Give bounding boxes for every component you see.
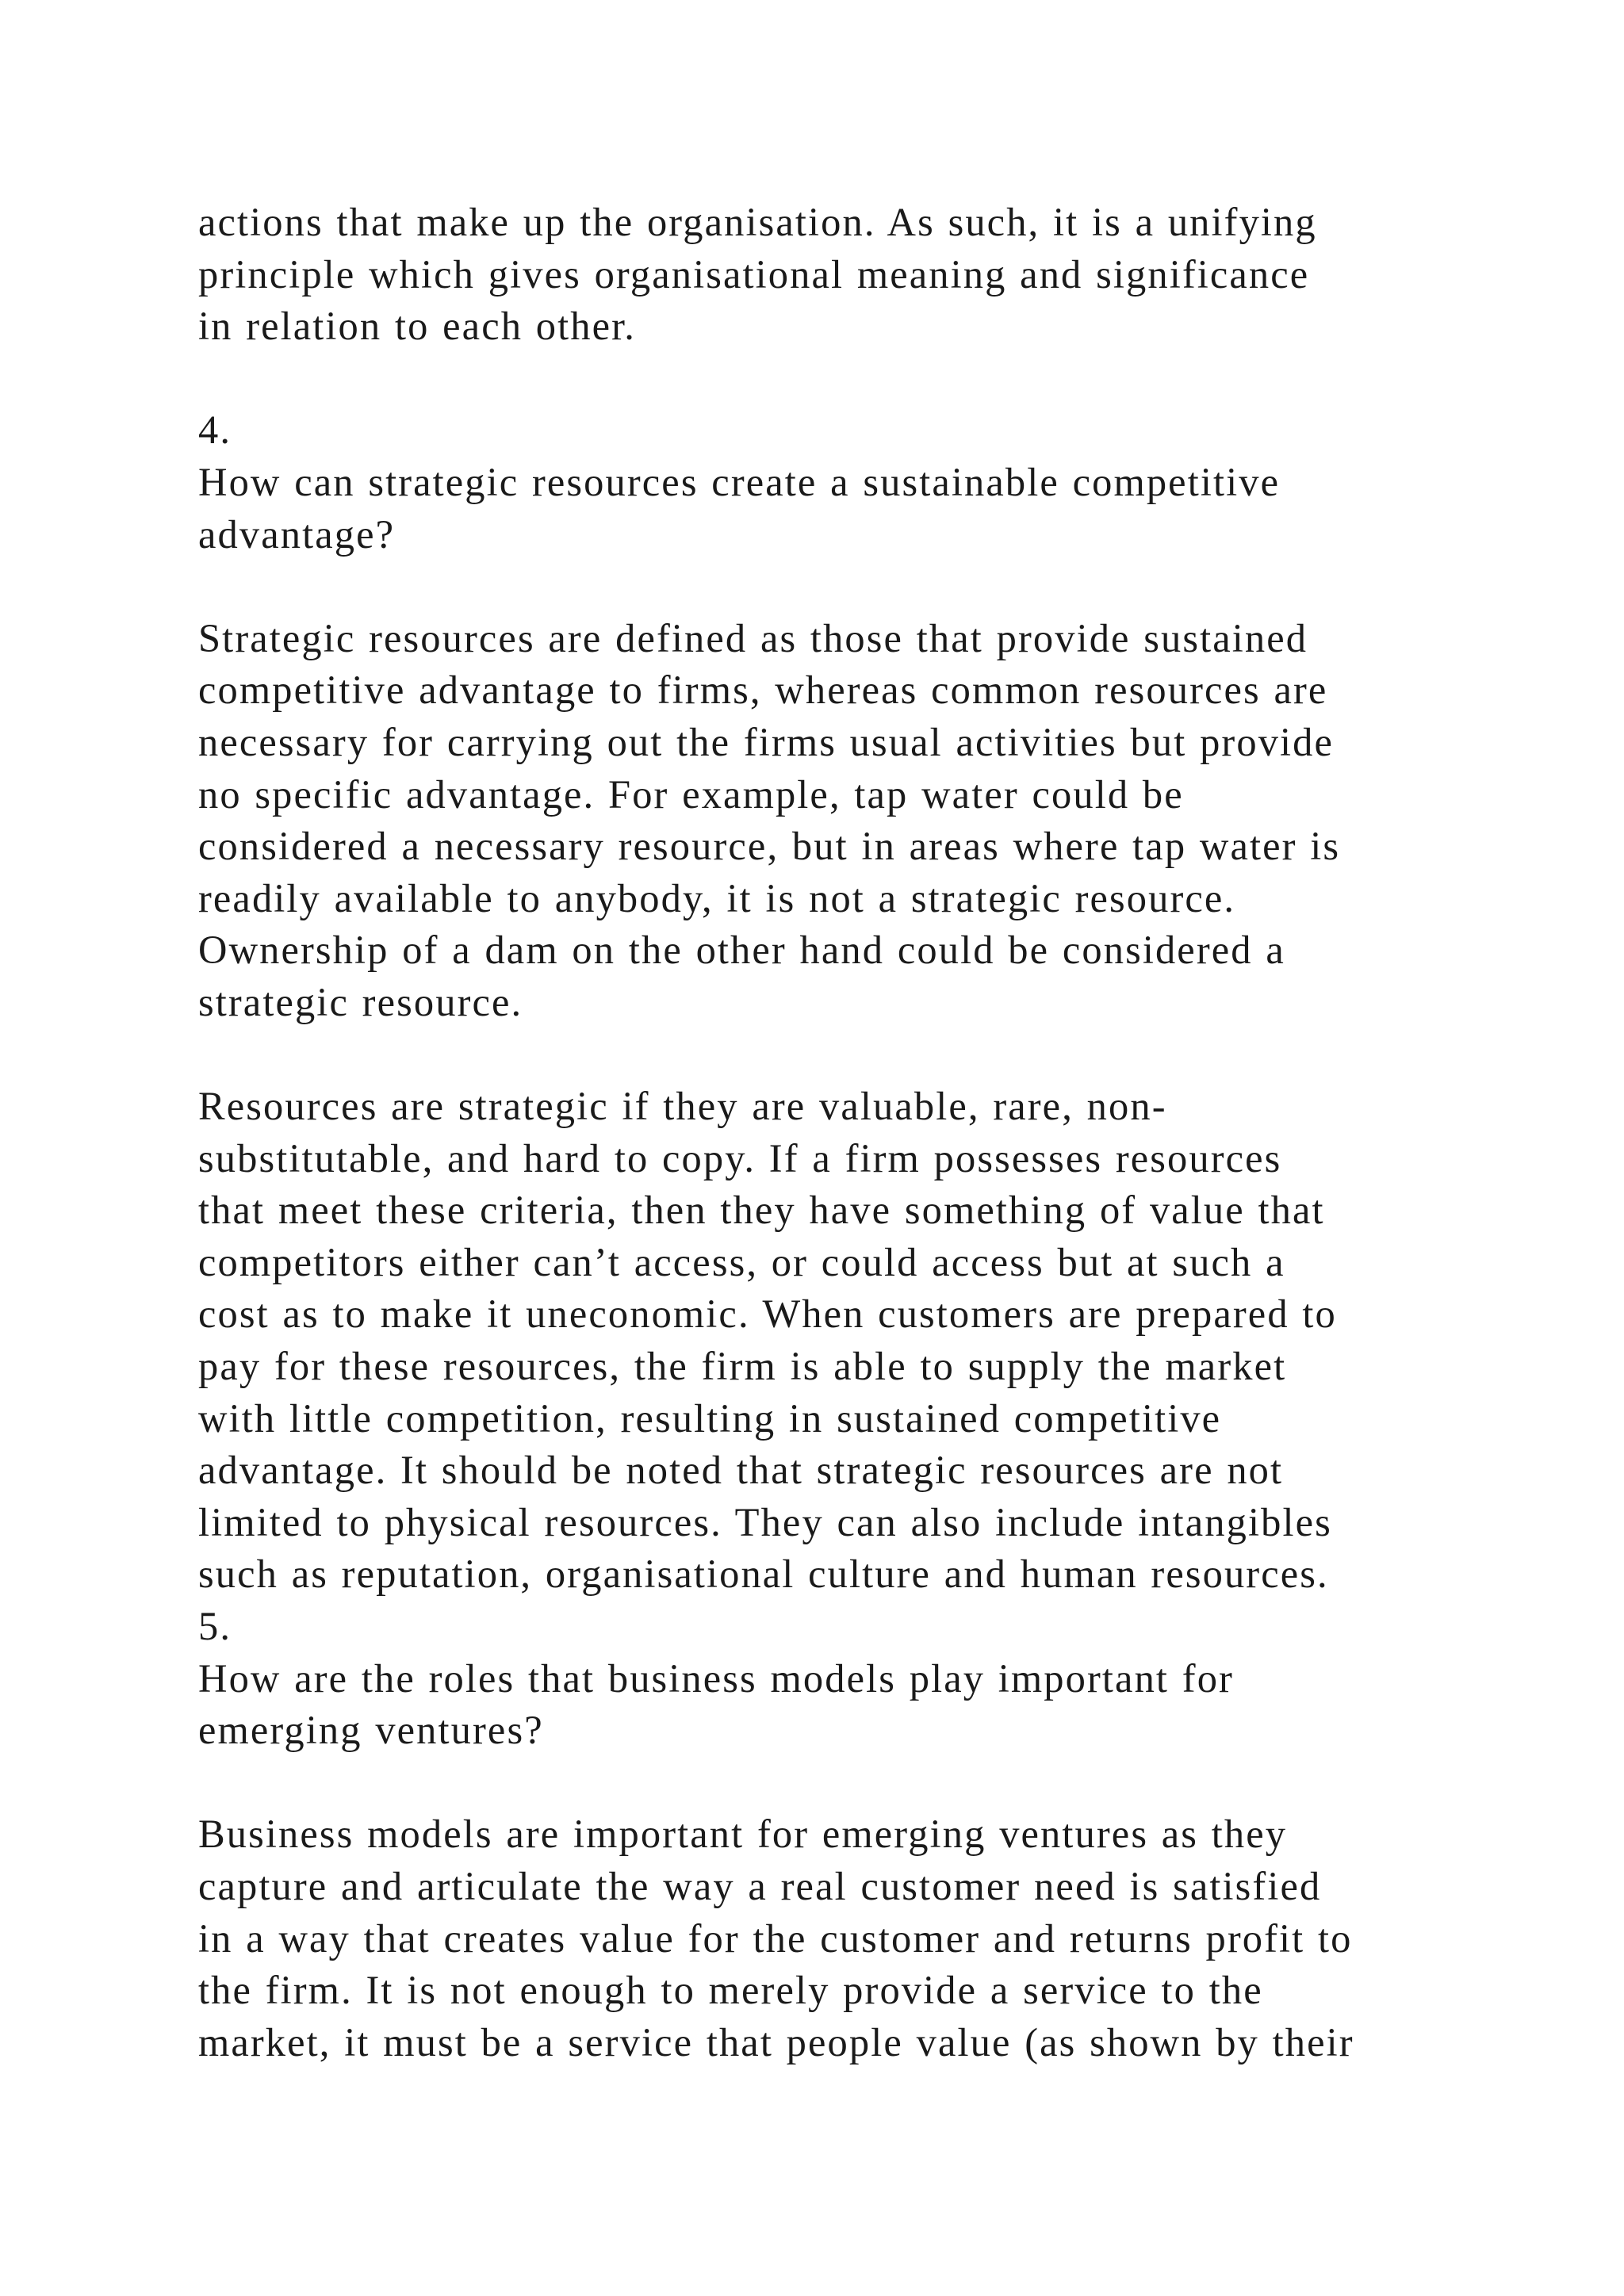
- text-line: Resources are strategic if they are valuable, rare, non-: [198, 1084, 1167, 1129]
- text-line: in relation to each other.: [198, 304, 636, 349]
- text-line: Strategic resources are defined as those that provide sustained: [198, 615, 1308, 660]
- blank-line: [198, 1029, 1467, 1081]
- text-line: market, it must be a service that people value (as shown by their: [198, 2019, 1354, 2064]
- text-line: competitive advantage to firms, whereas common resources are: [198, 668, 1328, 713]
- question-number: 4.: [198, 408, 232, 453]
- question-text: How can strategic resources create a sustainable competitive: [198, 459, 1281, 504]
- question-text: How are the roles that business models play important for: [198, 1655, 1234, 1701]
- text-line: readily available to anybody, it is not a strategic resource.: [198, 875, 1236, 920]
- text-line: Business models are important for emerging ventures as they: [198, 1812, 1288, 1857]
- text-line: the firm. It is not enough to merely provide a service to the: [198, 1968, 1263, 2013]
- document-body: [198, 197, 1467, 2068]
- text-line: that meet these criteria, then they have something of value that: [198, 1188, 1325, 1233]
- text-line: with little competition, resulting in sustained competitive: [198, 1395, 1222, 1441]
- question-number: 5.: [198, 1604, 232, 1649]
- text-line: considered a necessary resource, but in areas where tap water is: [198, 824, 1341, 869]
- text-line: no specific advantage. For example, tap water could be: [198, 771, 1184, 817]
- text-line: advantage. It should be noted that strategic resources are not: [198, 1448, 1284, 1493]
- text-line: Ownership of a dam on the other hand could be considered a: [198, 928, 1285, 973]
- text-line: necessary for carrying out the firms usual activities but provide: [198, 719, 1335, 764]
- text-line: actions that make up the organisation. As such, it is a unifying: [198, 200, 1317, 244]
- blank-line: [198, 353, 1467, 405]
- text-line: such as reputation, organisational culture and human resources.: [198, 1552, 1329, 1597]
- text-line: limited to physical resources. They can also include intangibles: [198, 1499, 1332, 1544]
- text-line: pay for these resources, the firm is able to supply the market: [198, 1344, 1287, 1389]
- blank-line: [198, 561, 1467, 613]
- text-line: cost as to make it uneconomic. When customers are prepared to: [198, 1292, 1337, 1337]
- text-line: competitors either can’t access, or could access but at such a: [198, 1239, 1285, 1284]
- text-line: principle which gives organisational meaning and significance: [198, 251, 1310, 297]
- text-line: capture and articulate the way a real customer need is satisfied: [198, 1864, 1322, 1908]
- question-text: advantage?: [198, 511, 396, 557]
- blank-line: [198, 1757, 1467, 1809]
- text-line: strategic resource.: [198, 979, 523, 1024]
- question-text: emerging ventures?: [198, 1708, 544, 1753]
- text-line: substitutable, and hard to copy. If a firm possesses resources: [198, 1135, 1282, 1181]
- text-line: in a way that creates value for the customer and returns profit to: [198, 1915, 1353, 1961]
